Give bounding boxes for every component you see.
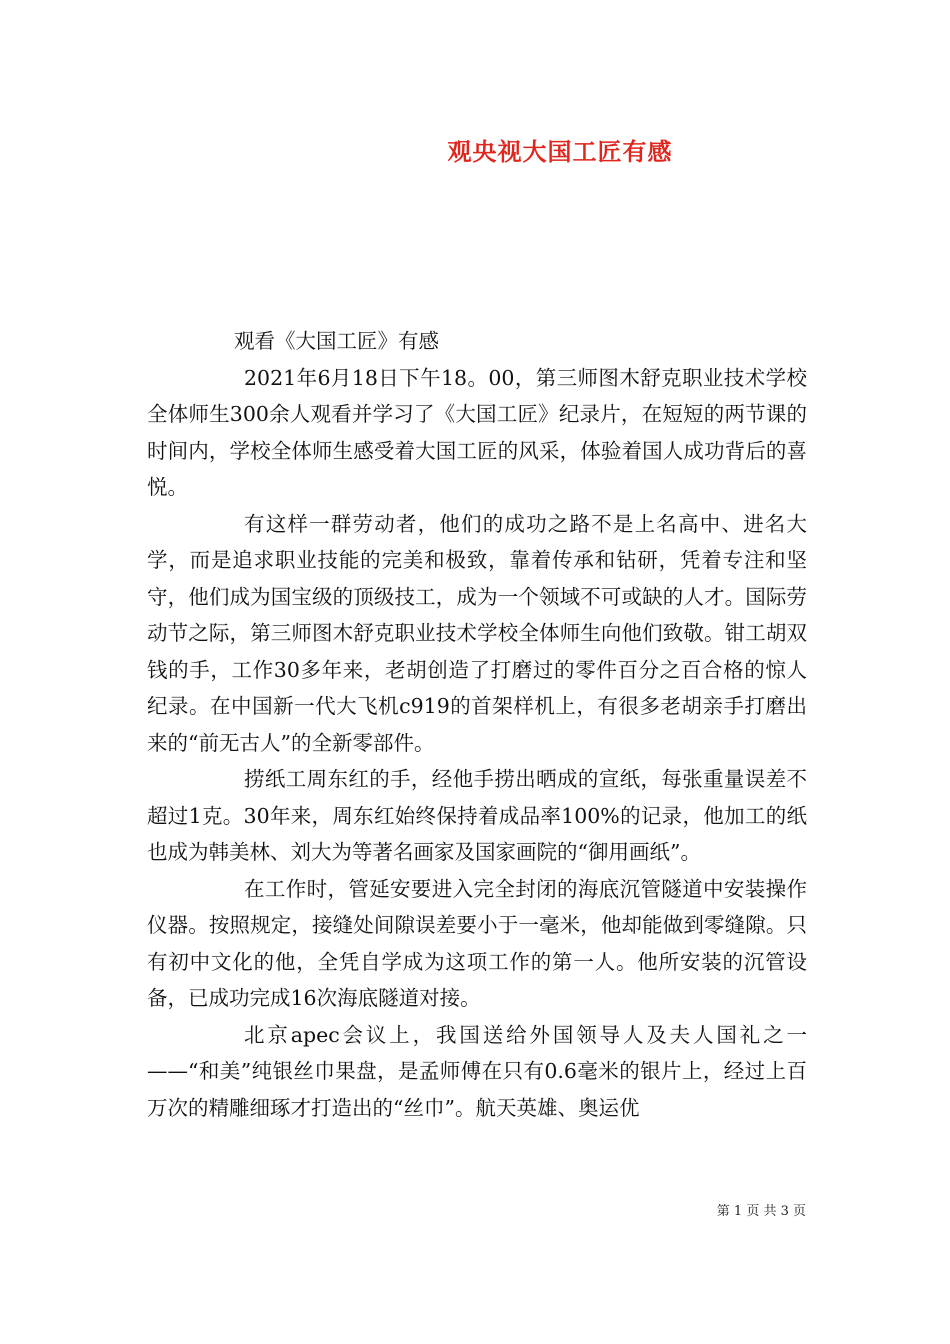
page-footer: 第 1 页 共 3 页 bbox=[716, 1204, 806, 1219]
paragraph-4: 在工作时，管延安要进入完全封闭的海底沉管隧道中安装操作仪器。按照规定，接缝处间隙误差要小于一毫米，他却能做到零缝隙。只有初中文化的他，全凭自学成为这项工作的第一人。他所安装的沉管设备，已成功完成16次海底隧道对接。 bbox=[147, 876, 807, 1010]
paragraph-2: 有这样一群劳动者，他们的成功之路不是上名高中、进名大学，而是追求职业技能的完美和极致，靠着传承和钻研，凭着专注和坚守，他们成为国宝级的顶级技工，成为一个领域不可或缺的人才。国际劳动节之际，第三师图木舒克职业技术学校全体师生向他们致敬。钳工胡双钱的手，工作30多年来，老胡创造了打磨过的零件百分之百合格的惊人纪录。在中国新一代大飞机c919的首架样机上，有很多老胡亲手打磨出来的“前无古人”的全新零部件。 bbox=[147, 511, 807, 755]
paragraph-1: 2021年6月18日下午18。00，第三师图木舒克职业技术学校全体师生300余人观看并学习了《大国工匠》纪录片，在短短的两节课的时间内，学校全体师生感受着大国工匠的风采，体验着国人成功背后的喜悦。 bbox=[147, 365, 807, 499]
document-body bbox=[147, 323, 807, 1126]
document-subtitle: 观看《大国工匠》有感 bbox=[234, 329, 439, 353]
page-title: 观央视大国工匠有感 bbox=[447, 137, 673, 166]
paragraph-3: 捞纸工周东红的手，经他手捞出晒成的宣纸，每张重量误差不超过1克。30年来，周东红始终保持着成品率100%的记录，他加工的纸也成为韩美林、刘大为等著名画家及国家画院的“御用画纸”。 bbox=[147, 767, 807, 864]
paragraph-5: 北京apec会议上，我国送给外国领导人及夫人国礼之一——“和美”纯银丝巾果盘，是孟师傅在只有0.6毫米的银片上，经过上百万次的精雕细琢才打造出的“丝巾”。航天英雄、奥运优 bbox=[147, 1022, 807, 1120]
